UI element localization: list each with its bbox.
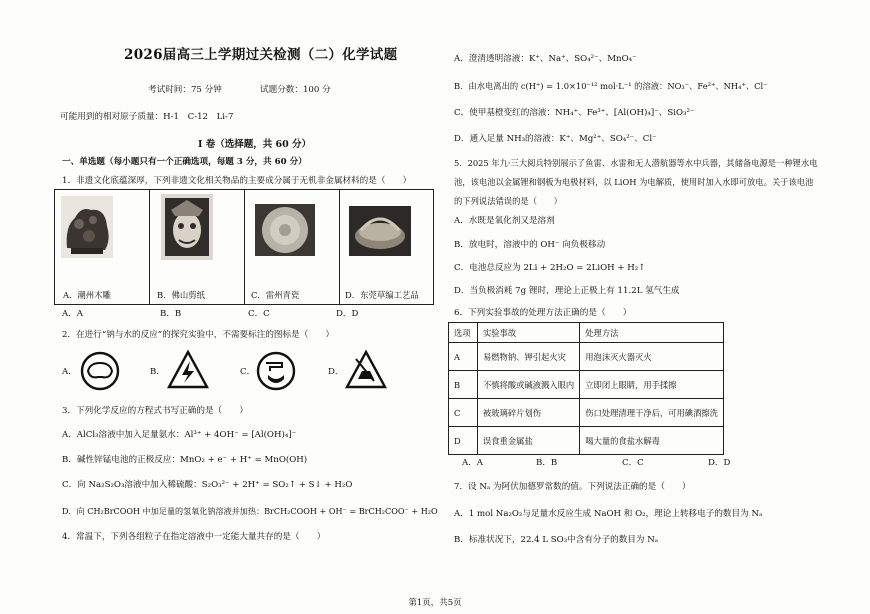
q2-label-b: B． — [150, 367, 165, 377]
table-row — [449, 343, 724, 371]
papercut-image — [161, 194, 213, 260]
q4-option-a: A．澄清透明溶液：K⁺、Na⁺、SO₄²⁻、MnO₄⁻ — [454, 54, 637, 64]
table-row — [449, 399, 724, 427]
q1-caption-a: A．潮州木雕 — [63, 290, 111, 300]
atomic-masses: 可能用到的相对原子质量：H-1 C-12 Li-7 — [60, 112, 234, 122]
page-title: 2026届高三上学期过关检测（二）化学试题 — [124, 47, 398, 63]
section-subtitle: 一、单选题（每小题只有一个正确选项，每题 3 分，共 60 分） — [62, 157, 307, 167]
exam-score: 试题分数：100 分 — [260, 85, 331, 95]
q5-stem-line1: 5．2025 年九·三大阅兵特别展示了鱼雷、水雷和无人潜航器等水中兵器，其储备电源是一种锂水电 — [454, 158, 818, 168]
q4-option-b: B．由水电离出的 c(H⁺) = 1.0×10⁻¹² mol·L⁻¹ 的溶液：NO₃⁻、Fe²⁺、NH₄⁺、Cl⁻ — [454, 81, 768, 91]
q5-stem-line3: 的下列说法错误的是（ ） — [454, 196, 562, 206]
q5-option-a: A．水既是氧化剂又是溶剂 — [454, 216, 555, 226]
q3-stem: 3．下列化学反应的方程式书写正确的是（ ） — [62, 406, 248, 416]
q1-caption-c: C．雷州青瓷 — [251, 290, 300, 300]
q3-option-a: A．AlCl₃溶液中加入足量氨水：Al³⁺ + 4OH⁻ = [Al(OH)₄]⁻ — [62, 430, 297, 440]
q2-label-a: A． — [62, 367, 77, 377]
q1-image-table — [54, 189, 434, 305]
table-cell: C — [449, 399, 478, 427]
table-cell: 伤口处理清理干净后，可用碘酒擦洗 — [580, 399, 724, 427]
q2-stem: 2．在进行“钠与水的反应”的探究实验中，不需要标注的图标是（ ） — [62, 330, 335, 340]
table-cell: B — [449, 371, 478, 399]
electric-hazard-icon — [166, 349, 210, 391]
q5-stem-line2: 池，该电池以金属锂和钢板为电极材料，以 LiOH 为电解质，使用时加入水即可放电。关于该电池 — [454, 177, 814, 187]
q4-stem: 4．常温下，下列各组粒子在指定溶液中一定能大量共存的是（ ） — [62, 532, 326, 542]
q1-option-c: C．C — [248, 309, 270, 319]
q7-stem: 7．设 Nₐ 为阿伏加德罗常数的值。下列说法正确的是（ ） — [454, 482, 691, 492]
q6-option-b: B．B — [536, 458, 558, 468]
exam-time: 考试时间：75 分钟 — [148, 85, 222, 95]
celadon-bowl-image — [255, 204, 315, 256]
q1-stem: 1．非遗文化底蕴深厚，下列非遗文化相关物品的主要成分属于无机非金属材料的是（ ） — [62, 176, 412, 186]
table-header-cell: 处理方法 — [580, 323, 724, 343]
q1-caption-d: D．东莞草编工艺品 — [345, 290, 419, 300]
wood-carving-image — [61, 196, 113, 258]
wash-hands-icon — [256, 351, 296, 391]
sharp-objects-icon — [344, 349, 388, 391]
q5-option-c: C．电池总反应为 2Li + 2H₂O = 2LiOH + H₂↑ — [454, 263, 646, 273]
table-cell: 立即闭上眼睛，用手揉擦 — [580, 371, 724, 399]
q6-option-a: A．A — [462, 458, 484, 468]
q5-option-b: B．放电时，溶液中的 OH⁻ 向负极移动 — [454, 240, 606, 250]
table-cell: 用泡沫灭火器灭火 — [580, 343, 724, 371]
q3-option-d: D．向 CH₂BrCOOH 中加足量的氢氧化钠溶液并加热：BrCH₂COOH + OH⁻ = BrCH₂COO⁻ + H₂O — [62, 506, 438, 516]
table-header-cell: 选项 — [449, 323, 478, 343]
table-cell: 喝大量的食盐水解毒 — [580, 427, 724, 455]
table-cell: 被玻璃碎片划伤 — [477, 399, 579, 427]
q1-caption-b: B．佛山剪纸 — [157, 290, 206, 300]
q3-option-b: B．碱性锌锰电池的正极反应：MnO₂ + e⁻ + H⁺ = MnO(OH) — [62, 455, 308, 465]
q5-option-d: D．当负极消耗 7g 锂时，理论上正极上有 11.2L 氢气生成 — [454, 286, 680, 296]
table-cell: A — [449, 343, 478, 371]
page-footer: 第1页，共5页 — [408, 598, 462, 608]
q7-option-a: A．1 mol Na₂O₂与足量水反应生成 NaOH 和 O₂，理论上转移电子的数目为 Nₐ — [454, 509, 763, 519]
q4-option-c: C．使甲基橙变红的溶液：NH₄⁺、Fe³⁺、[Al(OH)₄]⁻、SiO₃²⁻ — [454, 108, 695, 118]
q1-option-b: B．B — [160, 309, 182, 319]
table-header-cell: 实验事故 — [477, 323, 579, 343]
straw-basket-image — [349, 206, 411, 256]
q4-option-d: D．通入足量 NH₃的溶液：K⁺、Mg²⁺、SO₄²⁻、Cl⁻ — [454, 134, 657, 144]
table-cell: D — [449, 427, 478, 455]
goggles-icon — [80, 351, 120, 391]
q2-label-c: C． — [240, 367, 256, 377]
q1-option-a: A．A — [62, 309, 84, 319]
q6-option-d: D．D — [708, 458, 731, 468]
table-row — [449, 427, 724, 455]
table-header-row — [449, 323, 724, 343]
q6-table — [448, 322, 724, 455]
table-cell: 易燃物钠、钾引起火灾 — [477, 343, 579, 371]
table-cell: 误食重金属盐 — [477, 427, 579, 455]
q6-stem: 6．下列实验事故的处理方法正确的是（ ） — [454, 308, 632, 318]
q2-label-d: D． — [328, 367, 344, 377]
q3-option-c: C．向 Na₂S₂O₃溶液中加入稀硫酸：S₂O₃²⁻ + 2H⁺ = SO₂↑ + S↓ + H₂O — [62, 480, 353, 490]
q7-option-b: B．标准状况下，22.4 L SO₃中含有分子的数目为 Nₐ — [454, 535, 659, 545]
q1-option-d: D．D — [336, 309, 359, 319]
section-title: I 卷（选择题，共 60 分） — [198, 139, 312, 150]
table-cell: 不慎将酸或碱液溅入眼内 — [477, 371, 579, 399]
q6-option-c: C．C — [622, 458, 644, 468]
table-row — [449, 371, 724, 399]
